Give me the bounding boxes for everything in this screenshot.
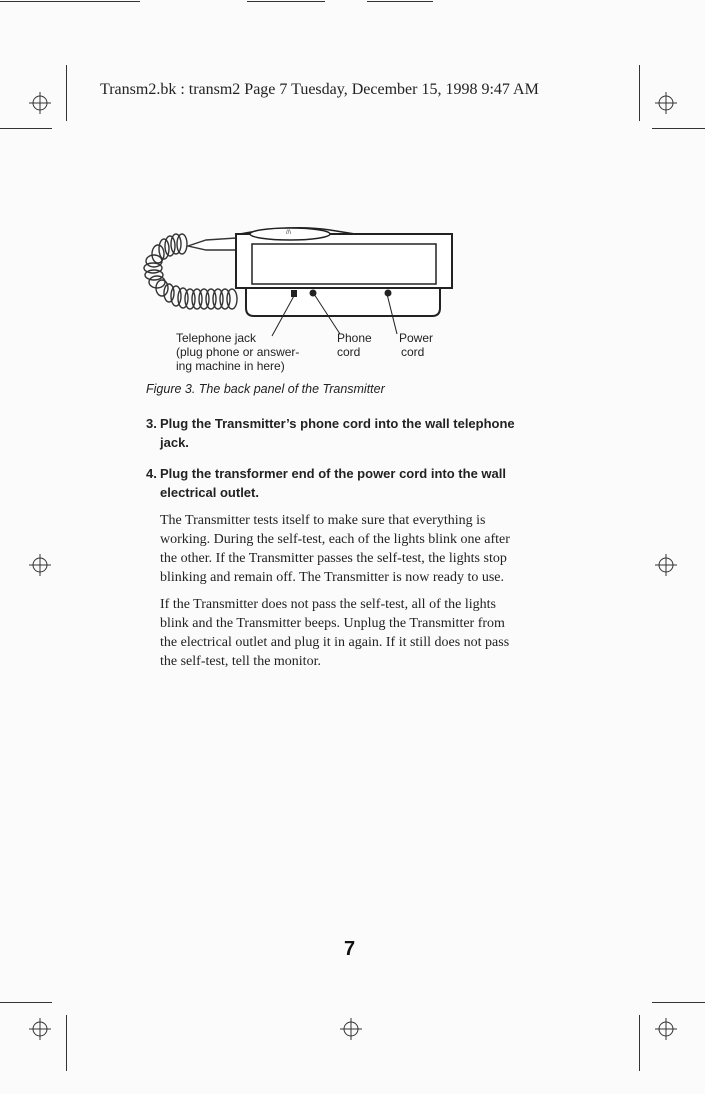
label-line: Telephone jack — [176, 331, 257, 345]
label-power-cord — [399, 331, 433, 359]
step-line: Plug the Transmitter’s phone cord into the wall telephone — [160, 416, 515, 431]
label-line: cord — [337, 345, 361, 359]
paragraph-line: the self-test, tell the monitor. — [160, 654, 321, 669]
crop-mark-top-mid-2 — [367, 1, 433, 2]
label-line: (plug phone or answer- — [176, 345, 300, 359]
paragraph-line: working. During the self-test, each of the lights blink one after — [160, 532, 510, 547]
step-line: Plug the transformer end of the power cord into the wall — [160, 466, 506, 481]
paragraph-line: If the Transmitter does not pass the self-test, all of the lights — [160, 597, 496, 612]
step-3 — [146, 414, 576, 454]
registration-mark-icon — [29, 92, 51, 114]
crop-mark-top-left — [0, 1, 140, 2]
crop-mark-right-h-top — [652, 128, 705, 129]
crop-mark-left-h-top — [0, 128, 52, 129]
paragraph-line: the electrical outlet and plug it in again. If it still does not pass — [160, 635, 510, 650]
registration-mark-icon — [655, 554, 677, 576]
self-test-failure-paragraph — [160, 595, 560, 671]
label-phone-cord — [337, 331, 372, 359]
label-telephone-jack — [176, 331, 299, 373]
registration-mark-icon — [655, 1018, 677, 1040]
crop-mark-left-bottom — [66, 1015, 67, 1071]
step-4 — [146, 464, 576, 504]
self-test-paragraph — [160, 511, 560, 587]
svg-text://\: //\ — [286, 230, 292, 236]
label-line: cord — [401, 345, 425, 359]
label-line: ing machine in here) — [176, 359, 285, 373]
registration-mark-icon — [340, 1018, 362, 1040]
step-line: jack. — [160, 435, 189, 450]
page-slug: Transm2.bk : transm2 Page 7 Tuesday, December 15, 1998 9:47 AM — [100, 81, 539, 98]
crop-mark-top-mid-1 — [247, 1, 325, 2]
step-number: 3. — [146, 416, 157, 431]
registration-mark-icon — [29, 1018, 51, 1040]
crop-mark-left-top — [66, 65, 67, 121]
page-number: 7 — [344, 938, 356, 960]
crop-mark-right-top — [639, 65, 640, 121]
paragraph-line: blink and the Transmitter beeps. Unplug the Transmitter from — [160, 616, 505, 631]
paragraph-line: the other. If the Transmitter passes the self-test, the lights stop — [160, 551, 507, 566]
paragraph-line: The Transmitter tests itself to make sure that everything is — [160, 513, 486, 528]
label-line: Power — [399, 331, 434, 345]
step-line: electrical outlet. — [160, 485, 259, 500]
crop-mark-left-h-bottom — [0, 1002, 52, 1003]
step-number: 4. — [146, 466, 157, 481]
registration-mark-icon — [29, 554, 51, 576]
registration-mark-icon — [655, 92, 677, 114]
crop-mark-right-bottom — [639, 1015, 640, 1071]
crop-mark-right-h-bottom — [652, 1002, 705, 1003]
figure-caption: Figure 3. The back panel of the Transmitter — [146, 382, 385, 396]
label-line: Phone — [337, 331, 372, 345]
paragraph-line: blinking and remain off. The Transmitter is now ready to use. — [160, 570, 504, 585]
